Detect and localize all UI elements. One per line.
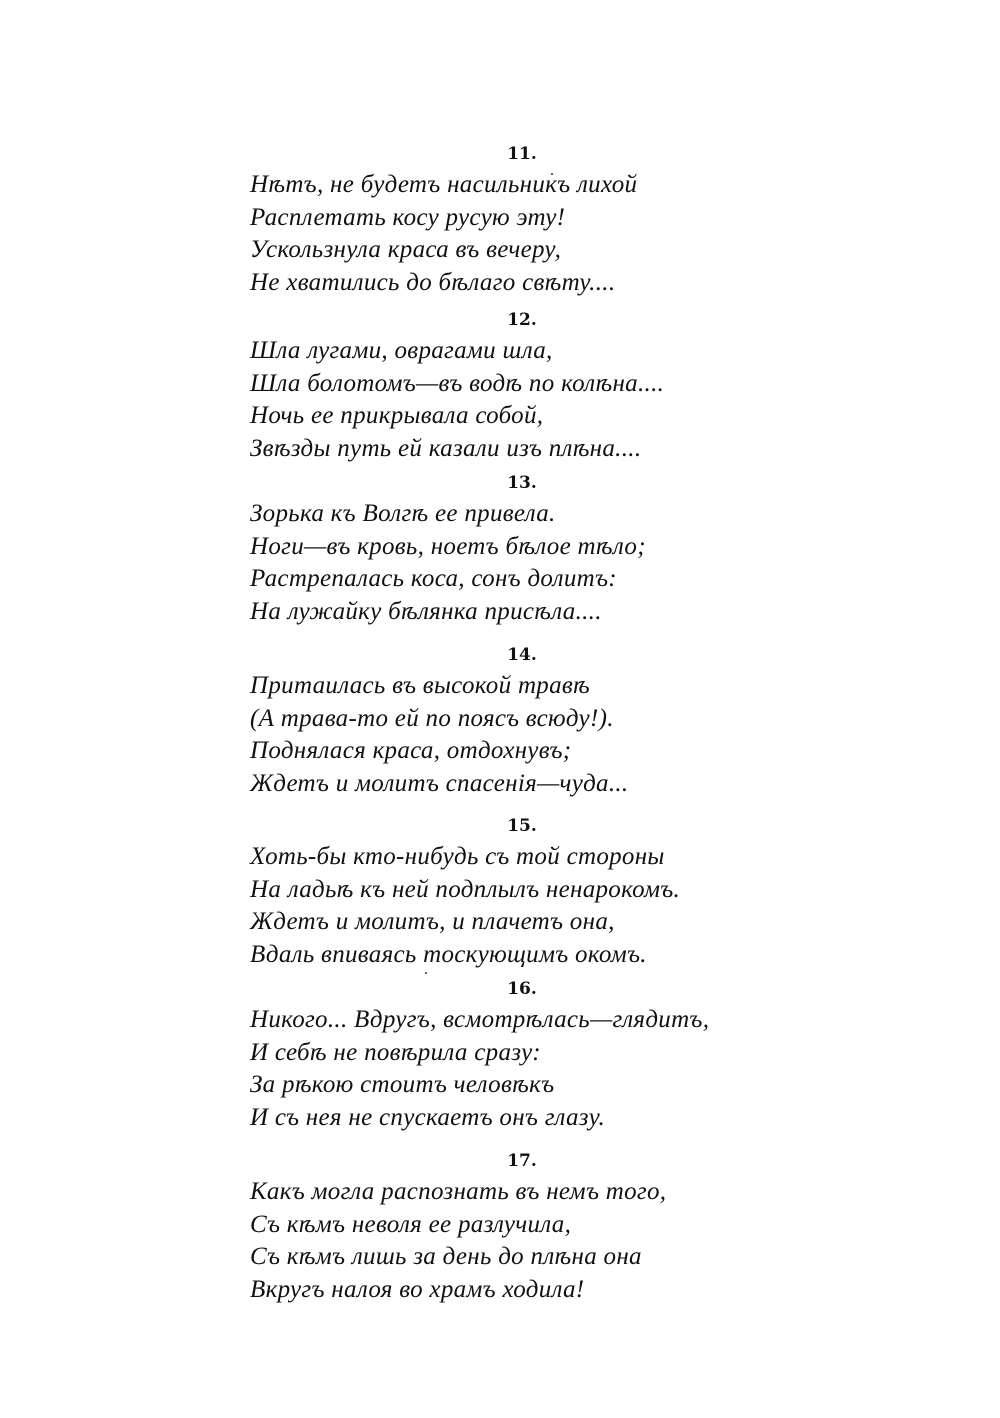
stanza-17 (250, 1146, 850, 1306)
verse-line: Съ кѣмъ лишь за день до плѣна она (250, 1243, 642, 1270)
stanza-number: 11. (507, 144, 537, 164)
verse-line: Звѣзды путь ей казали изъ плѣна.... (250, 434, 642, 462)
verse-line: Поднялася краса, отдохнувъ; (250, 737, 572, 764)
stanza-number: 17. (507, 1151, 537, 1171)
verse-line: Не хватились до бѣлаго свѣту.... (250, 268, 616, 296)
verse-line: И съ нея не спускаетъ онъ глазу. (250, 1103, 606, 1131)
verse-line: Зорька къ Волгѣ ее привела. (250, 500, 556, 527)
stanza-13 (250, 468, 850, 628)
verse-line: Расплетать косу русую эту! (250, 203, 566, 231)
stanza-number: 16. (507, 979, 537, 999)
verse-line: За рѣкою стоитъ человѣкъ (250, 1071, 555, 1098)
verse-line: Какъ могла распознать въ немъ того, (250, 1178, 667, 1205)
verse-line: Вдаль впиваясь тоскующимъ окомъ. (250, 940, 647, 968)
verse-line: Ждетъ и молитъ спасенія—чуда... (250, 769, 629, 797)
verse-line: И себѣ не повѣрила сразу: (250, 1038, 541, 1066)
verse-line: Шла болотомъ—въ водѣ по колѣна.... (250, 369, 665, 397)
verse-line: Растрепалась коса, сонъ долитъ: (250, 565, 617, 592)
verse-line: Вкругъ налоя во храмъ ходила! (250, 1275, 585, 1303)
stanza-15 (250, 811, 850, 971)
verse-line: (А трава-то ей по поясъ всюду!). (250, 704, 614, 732)
verse-line: Ускользнула краса въ вечеру, (250, 236, 562, 263)
stanza-number: 15. (507, 816, 537, 836)
verse-line: Шла лугами, оврагами шла, (250, 337, 553, 364)
stanza-11 (250, 139, 850, 299)
verse-line: Ноги—въ кровь, ноетъ бѣлое тѣло; (250, 532, 646, 560)
stanza-number: 13. (507, 473, 537, 493)
verse-line: Нѣтъ, не будетъ насильникъ лихой (250, 171, 638, 198)
stanza-number: 14. (507, 645, 537, 665)
verse-line: Ночь ее прикрывала собой, (250, 402, 544, 429)
verse-line: Ждетъ и молитъ, и плачетъ она, (250, 908, 615, 935)
stanza-12 (250, 305, 850, 465)
verse-line: Съ кѣмъ неволя ее разлучила, (250, 1210, 572, 1238)
stanza-number: 12. (507, 310, 537, 330)
stanza-16 (250, 974, 850, 1134)
verse-line: На ладьѣ къ ней подплылъ ненарокомъ. (250, 875, 681, 903)
verse-line: Притаилась въ высокой травѣ (250, 672, 591, 699)
verse-line: На лужайку бѣлянка присѣла.... (250, 597, 602, 625)
stanza-14 (250, 640, 850, 800)
verse-line: Хоть-бы кто-нибудь съ той стороны (250, 843, 665, 870)
verse-line: Никого... Вдругъ, всмотрѣлась—глядитъ, (250, 1006, 710, 1033)
